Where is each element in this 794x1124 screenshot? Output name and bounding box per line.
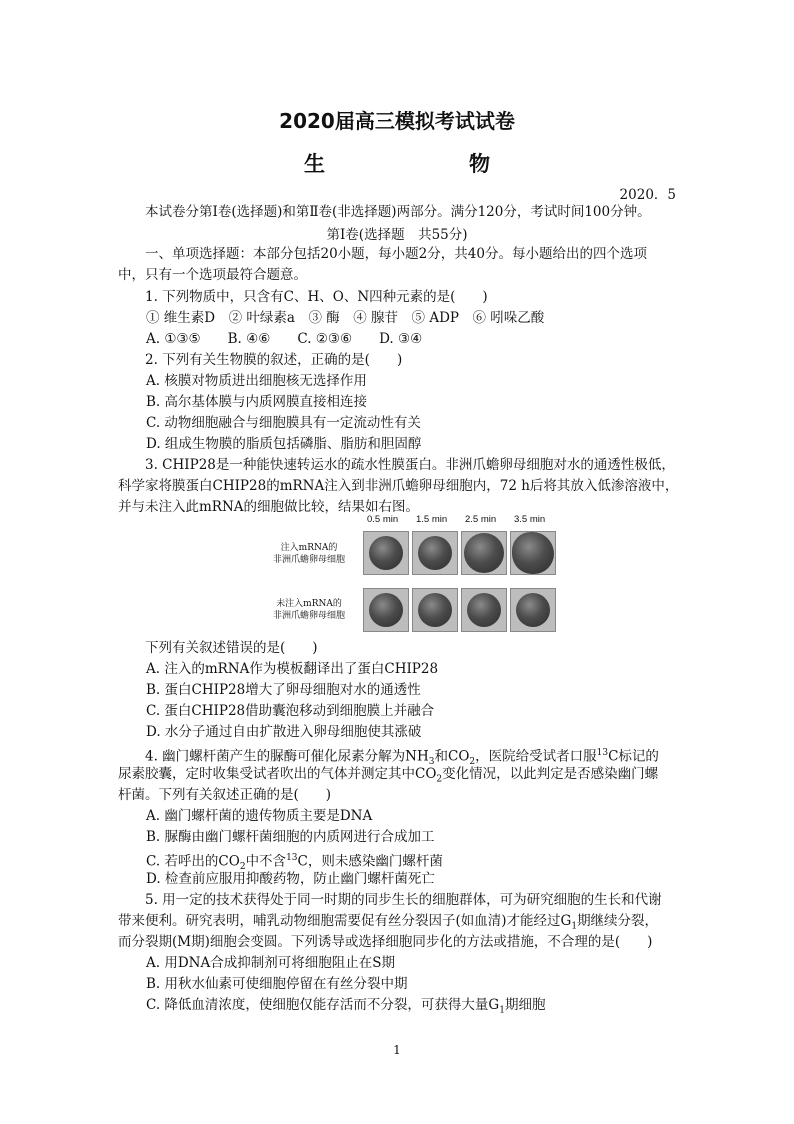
part1-instruction-line2: 中，只有一个选项最符合题意。 — [118, 267, 307, 283]
figure-time-label: 2.5 min — [465, 514, 497, 525]
q3-line3: 并与未注入此mRNA的细胞做比较，结果如右图。 — [118, 499, 420, 515]
q3-option-a: A. 注入的mRNA作为模板翻译出了蛋白CHIP28 — [146, 661, 439, 677]
figure-row1-label: 注入mRNA的 非洲爪蟾卵母细胞 — [272, 543, 345, 565]
q1-items: ① 维生素D ② 叶绿素a ③ 酶 ④ 腺苷 ⑤ ADP ⑥ 吲哚乙酸 — [146, 310, 545, 326]
exam-title: 2020届高三模拟考试试卷 — [279, 109, 515, 133]
subject-title: 生 物 — [304, 152, 524, 176]
oocyte-image — [363, 531, 409, 575]
q5-option-b: B. 用秋水仙素可使细胞停留在有丝分裂中期 — [146, 976, 408, 992]
q5-line1: 5. 用一定的技术获得处于同一时期的同步生长的细胞群体，可为研究细胞的生长和代谢 — [145, 892, 662, 908]
figure-time-label: 3.5 min — [514, 514, 546, 525]
oocyte-image — [461, 531, 507, 575]
q3-stem: 下列有关叙述错误的是( ) — [145, 640, 318, 656]
q5-option-a: A. 用DNA合成抑制剂可将细胞阻止在S期 — [146, 955, 395, 971]
section-title: 第Ⅰ卷(选择题 共55分) — [326, 227, 468, 243]
figure-row2-label: 未注入mRNA的 非洲爪蟾卵母细胞 — [272, 599, 345, 621]
part1-instruction-line1: 一、单项选择题：本部分包括20小题，每小题2分，共40分。每小题给出的四个选项 — [145, 246, 647, 262]
figure-time-label: 0.5 min — [367, 514, 399, 525]
q4-option-a: A. 幽门螺杆菌的遗传物质主要是DNA — [146, 808, 373, 824]
figure-time-label: 1.5 min — [416, 514, 448, 525]
q4-line3: 杆菌。下列有关叙述正确的是( ) — [118, 787, 332, 803]
q2-option-a: A. 核膜对物质进出细胞核无选择作用 — [146, 373, 367, 389]
oocyte-image — [510, 588, 556, 632]
q4-option-d: D. 检查前应服用抑酸药物，防止幽门螺杆菌死亡 — [146, 871, 435, 887]
oocyte-image — [510, 531, 556, 575]
q2-stem: 2. 下列有关生物膜的叙述，正确的是( ) — [145, 352, 403, 368]
q3-option-d: D. 水分子通过自由扩散进入卵母细胞使其涨破 — [146, 724, 422, 740]
q3-option-c: C. 蛋白CHIP28借助囊泡移动到细胞膜上并融合 — [146, 703, 435, 719]
exam-date: 2020．5 — [619, 187, 676, 203]
q2-option-d: D. 组成生物膜的脂质包括磷脂、脂肪和胆固醇 — [146, 436, 422, 452]
q4-line1: 4. 幽门螺杆菌产生的脲酶可催化尿素分解为$NH_3$和$CO_2$，医院给受试者口服$^{13}$C标记的 — [145, 748, 659, 768]
oocyte-image — [461, 588, 507, 632]
q3-option-b: B. 蛋白CHIP28增大了卵母细胞对水的通透性 — [146, 682, 421, 698]
q5-option-c: C. 降低血清浓度，使细胞仅能存活而不分裂，可获得大量$G_1$期细胞 — [146, 997, 546, 1016]
q4-option-c: C. 若呼出的$CO_2$中不含$^{13}$C，则未感染幽门螺杆菌 — [146, 853, 443, 873]
q3-line2: 科学家将膜蛋白CHIP28的mRNA注入到非洲爪蟾卵母细胞内，72 h后将其放入低渗溶液中， — [118, 478, 679, 494]
oocyte-image — [412, 531, 458, 575]
q1-stem: 1. 下列物质中，只含有C、H、O、N四种元素的是( ) — [145, 289, 488, 305]
q5-line3: 而分裂期(M期)细胞会变圆。下列诱导或选择细胞同步化的方法或措施，不合理的是( ) — [118, 934, 653, 950]
q2-option-b: B. 高尔基体膜与内质网膜直接相连接 — [146, 394, 368, 410]
q5-line2: 带来便利。研究表明，哺乳动物细胞需要促有丝分裂因子(如血清)才能经过$G_1$期继续分裂， — [118, 913, 659, 932]
q4-line2: 尿素胶囊，定时收集受试者吹出的气体并测定其中$CO_2$变化情况，以此判定是否感染幽门螺 — [118, 766, 659, 785]
q4-option-b: B. 脲酶由幽门螺杆菌细胞的内质网进行合成加工 — [146, 829, 435, 845]
q3-line1: 3. CHIP28是一种能快速转运水的疏水性膜蛋白。非洲爪蟾卵母细胞对水的通透性极低， — [145, 457, 675, 473]
exam-intro: 本试卷分第Ⅰ卷(选择题)和第Ⅱ卷(非选择题)两部分。满分120分，考试时间100分钟。 — [145, 204, 651, 220]
page-number: 1 — [393, 1043, 401, 1057]
q1-options: A. ①③⑤ B. ④⑥ C. ②③⑥ D. ③④ — [146, 331, 423, 347]
oocyte-image — [412, 588, 458, 632]
oocyte-figure — [263, 514, 553, 634]
oocyte-image — [363, 588, 409, 632]
q2-option-c: C. 动物细胞融合与细胞膜具有一定流动性有关 — [146, 415, 421, 431]
